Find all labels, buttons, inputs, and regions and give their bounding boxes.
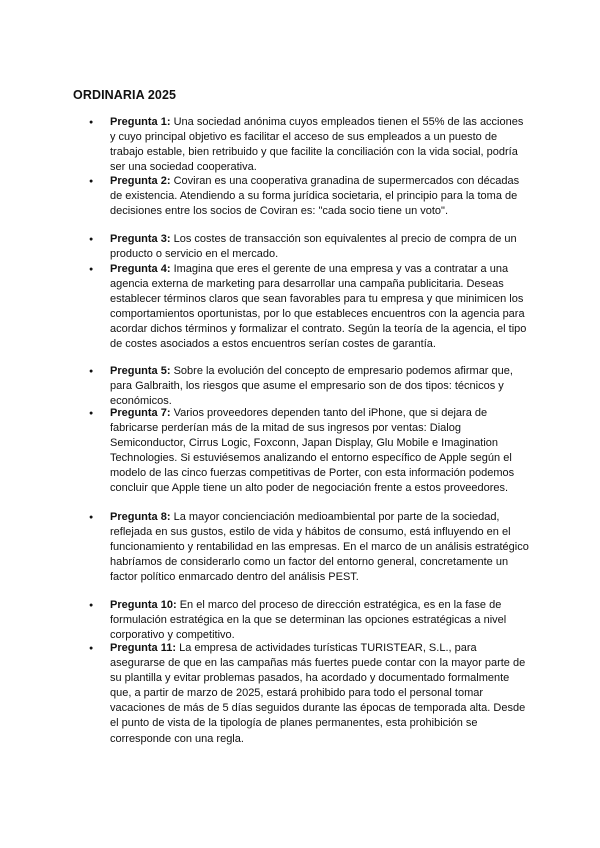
question-text: Imagina que eres el gerente de una empresa y vas a contratar a una agencia externa de marketing para desarrollar una campaña publicitaria. Deseas establecer términos claros que sean favorables para tu empresa y que minimicen los comportamientos oportunistas, por lo que estableces encuentros con la agencia para acordar dichos términos y formalizar el contrato. Según la teoría de la agencia, el tipo de costes asociados a estos encuentros serían costes de garantía. [110,263,527,351]
question-text: Sobre la evolución del concepto de empresario podemos afirmar que, para Galbraith, los riesgos que asume el empresario son de dos tipos: técnicos y económicos. [110,365,513,408]
question-label: Pregunta 10: [110,599,177,611]
question-label: Pregunta 2: [110,175,171,187]
list-item-pregunta-3 [110,232,530,262]
question-text: Los costes de transacción son equivalentes al precio de compra de un producto o servicio en el mercado. [110,233,517,261]
question-text: En el marco del proceso de dirección estratégica, es en la fase de formulación estratégica en la que se determinan las opciones estratégicas a nivel corporativo y competitivo. [110,599,507,642]
list-item-pregunta-7 [110,406,530,497]
list-item-pregunta-11 [110,641,530,747]
list-item-pregunta-10 [110,598,530,643]
list-item-pregunta-1 [110,115,530,175]
question-label: Pregunta 8: [110,511,171,523]
question-label: Pregunta 4: [110,263,171,275]
question-label: Pregunta 3: [110,233,171,245]
list-item-pregunta-8 [110,510,530,585]
page-title: ORDINARIA 2025 [73,88,177,102]
question-text: La mayor concienciación medioambiental por parte de la sociedad, reflejada en sus gustos, estilo de vida y hábitos de consumo, está influyendo en el funcionamiento y rentabilidad en las empresas. En el marco de un análisis estratégico habríamos de considerarlo como un factor del entorno general, concretamente un factor político enmarcado dentro del análisis PEST. [110,511,529,584]
list-item-pregunta-2 [110,174,530,219]
question-label: Pregunta 11: [110,642,177,654]
question-label: Pregunta 1: [110,116,171,128]
question-label: Pregunta 7: [110,407,171,419]
question-text: La empresa de actividades turísticas TURISTEAR, S.L., para asegurarse de que en las campañas más fuertes puede contar con la mayor parte de su plantilla y evitar problemas pasados, ha acordado y documentado formalmente que, a partir de marzo de 2025, estará prohibido para todo el personal tomar vacaciones de más de 5 días seguidos durante las épocas de temporada alta. Desde el punto de vista de la tipología de planes permanentes, esta prohibición se corresponde con una regla. [110,642,526,745]
question-text: Una sociedad anónima cuyos empleados tienen el 55% de las acciones y cuyo principal objetivo es facilitar el acceso de sus empleados a un puesto de trabajo estable, bien retribuido y que facilite la conciliación con la vida social, podría ser una sociedad cooperativa. [110,116,524,174]
list-item-pregunta-5 [110,364,530,409]
question-label: Pregunta 5: [110,365,171,377]
list-item-pregunta-4 [110,262,530,353]
question-text: Coviran es una cooperativa granadina de supermercados con décadas de existencia. Atendiendo a su forma jurídica societaria, el principio para la toma de decisiones entre los socios de Coviran es: "cada socio tiene un voto". [110,175,520,218]
question-text: Varios proveedores dependen tanto del iPhone, que si dejara de fabricarse perderían más de la mitad de sus ingresos por ventas: Dialog Semiconductor, Cirrus Logic, Foxconn, Japan Display, Glu Mobile e Imagination Technologies. Si estuviésemos analizando el entorno específico de Apple según el modelo de las cinco fuerzas competitivas de Porter, con esta información podemos concluir que Apple tiene un alto poder de negociación frente a estos proveedores. [110,407,515,495]
